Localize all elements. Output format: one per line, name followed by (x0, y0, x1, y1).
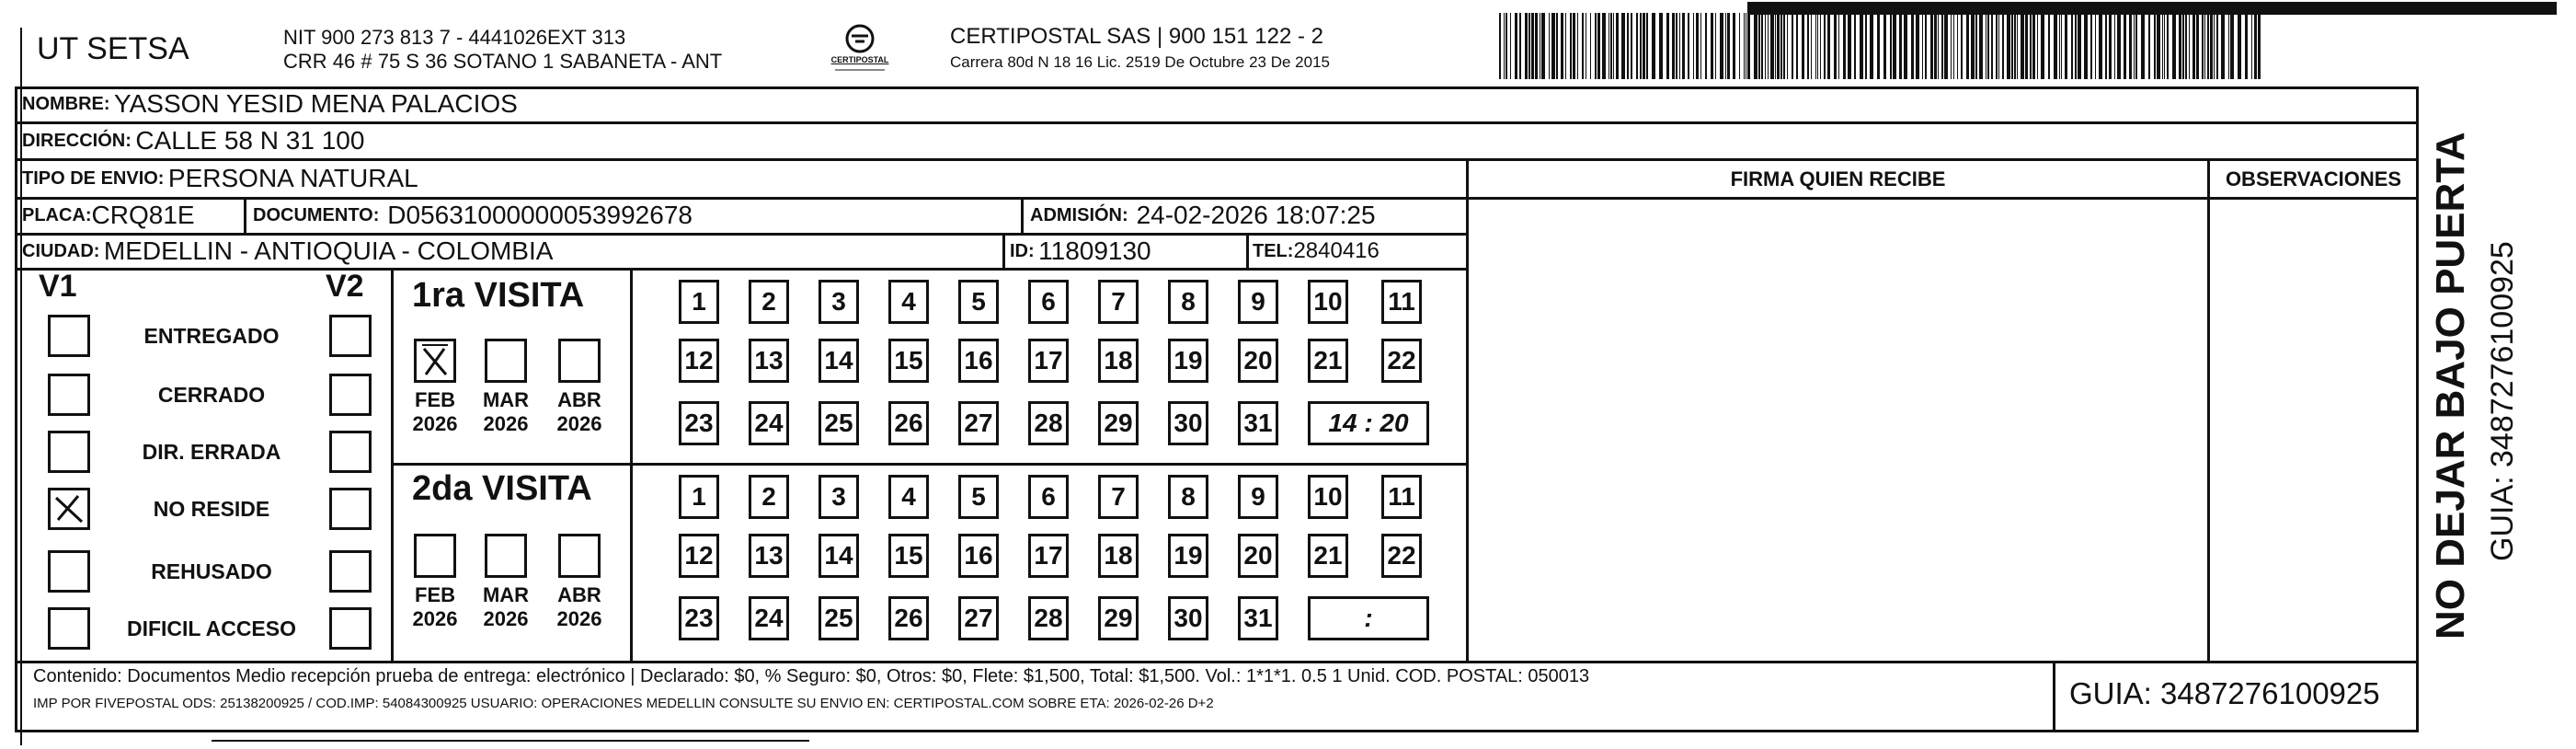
day-box[interactable]: 27 (958, 401, 999, 445)
day-box[interactable]: 19 (1168, 534, 1208, 578)
v1-checkbox[interactable] (48, 315, 90, 357)
certipostal-logo (828, 22, 892, 77)
ciudad-label: CIUDAD: (22, 240, 100, 261)
direccion-value: CALLE 58 N 31 100 (135, 126, 365, 155)
day-box[interactable]: 9 (1238, 475, 1278, 519)
nombre-label: NOMBRE: (22, 93, 110, 114)
day-box[interactable]: 25 (819, 596, 859, 640)
day-box[interactable]: 25 (819, 401, 859, 445)
side-guia-text: GUIA: 3487276100925 (2485, 241, 2520, 561)
tel-label: TEL: (1253, 240, 1294, 261)
company-name: UT SETSA (37, 31, 189, 66)
day-box[interactable]: 4 (888, 475, 929, 519)
month-year: 2026 (556, 412, 602, 435)
direccion-row (22, 123, 364, 158)
month-label: FEB (415, 583, 455, 606)
side-guia (2485, 156, 2522, 561)
day-box[interactable]: 27 (958, 596, 999, 640)
v1-checkbox[interactable] (48, 431, 90, 473)
day-box[interactable]: 1 (679, 475, 719, 519)
direccion-label: DIRECCIÓN: (22, 130, 132, 151)
status-option-label: CERRADO (157, 383, 266, 407)
day-box[interactable]: 2 (749, 280, 789, 324)
day-box[interactable]: 1 (679, 280, 719, 324)
month-year: 2026 (483, 607, 529, 630)
visita2-title: 2da VISITA (412, 469, 592, 508)
day-box[interactable]: 14 (819, 534, 859, 578)
check-mark-icon (417, 341, 453, 380)
day-box[interactable]: 22 (1381, 339, 1422, 383)
company-address: CRR 46 # 75 S 36 SOTANO 1 SABANETA - ANT (283, 50, 723, 73)
status-option-label: REHUSADO (151, 559, 272, 583)
footer-guia-divider (2053, 661, 2055, 732)
day-box[interactable]: 21 (1308, 339, 1348, 383)
day-box[interactable]: 11 (1381, 475, 1422, 519)
v2-checkbox[interactable] (329, 431, 372, 473)
day-box[interactable]: 8 (1168, 280, 1208, 324)
visita1-title: 1ra VISITA (412, 276, 585, 315)
month-label: MAR (482, 583, 530, 606)
day-box[interactable]: 6 (1028, 280, 1069, 324)
day-box[interactable]: 22 (1381, 534, 1422, 578)
v2-checkbox[interactable] (329, 550, 372, 593)
day-box[interactable]: 30 (1168, 596, 1208, 640)
tel-value: 2840416 (1293, 238, 1380, 263)
v2-checkbox[interactable] (329, 607, 372, 650)
observaciones-area[interactable] (2210, 200, 2417, 660)
ciudad-field (22, 234, 553, 269)
day-box[interactable]: 3 (819, 280, 859, 324)
day-box[interactable]: 16 (958, 339, 999, 383)
day-box[interactable]: 18 (1098, 534, 1139, 578)
side-no-dejar (2428, 124, 2492, 640)
day-box[interactable]: 8 (1168, 475, 1208, 519)
bottom-rule (212, 740, 809, 742)
status-option-label: ENTREGADO (143, 324, 280, 348)
v1-checkbox[interactable] (48, 488, 90, 530)
months-divider (630, 268, 633, 662)
logo-text: CERTIPOSTAL (830, 55, 889, 64)
v2-checkbox[interactable] (329, 374, 372, 416)
month-checkbox[interactable] (558, 339, 601, 383)
day-box[interactable]: 24 (749, 401, 789, 445)
placa-value: CRQ81E (91, 201, 195, 229)
month-label: ABR (557, 583, 601, 606)
day-box[interactable]: 18 (1098, 339, 1139, 383)
day-box[interactable]: 15 (888, 339, 929, 383)
footer-line (15, 661, 2419, 663)
month-checkbox[interactable] (414, 339, 456, 383)
footer-imp: IMP POR FIVEPOSTAL ODS: 25138200925 / COD.IMP: 54084300925 USUARIO: OPERACIONES MEDELLIN CONSULTE SU ENVIO EN: CERTIPOSTAL.COM SOBRE ETA: 2026-02-26 D+2 (33, 696, 1214, 711)
month-label: FEB (415, 388, 455, 411)
tel-divider (1246, 233, 1249, 270)
id-label: ID: (1010, 240, 1035, 261)
day-box[interactable]: 12 (679, 534, 719, 578)
day-box[interactable]: 13 (749, 339, 789, 383)
documento-value: D05631000000053992678 (387, 201, 693, 229)
firma-header: FIRMA QUIEN RECIBE (1730, 167, 1946, 190)
day-box[interactable]: 21 (1308, 534, 1348, 578)
day-box[interactable]: 23 (679, 596, 719, 640)
day-box[interactable]: 7 (1098, 280, 1139, 324)
month-label: ABR (557, 388, 601, 411)
side-warning-text: NO DEJAR BAJO PUERTA (2428, 132, 2473, 640)
day-box[interactable]: 23 (679, 401, 719, 445)
status-option-label: DIR. ERRADA (142, 440, 281, 464)
nombre-row (22, 86, 518, 121)
id-divider (1002, 233, 1005, 270)
placa-field (22, 198, 195, 233)
v2-checkbox[interactable] (329, 488, 372, 530)
admision-divider (1021, 197, 1024, 234)
tipo-row (22, 161, 418, 196)
visita-divider (391, 463, 1468, 466)
day-box[interactable]: 5 (958, 475, 999, 519)
day-box[interactable]: 17 (1028, 534, 1069, 578)
day-box[interactable]: 14 (819, 339, 859, 383)
day-box[interactable]: 11 (1381, 280, 1422, 324)
day-box[interactable]: 24 (749, 596, 789, 640)
status-option-label: DIFICIL ACCESO (126, 616, 296, 640)
day-box[interactable]: 10 (1308, 475, 1348, 519)
day-box[interactable]: 4 (888, 280, 929, 324)
tipo-label: TIPO DE ENVIO: (22, 167, 165, 189)
admision-value: 24-02-2026 18:07:25 (1136, 201, 1376, 229)
barcode (1499, 13, 2262, 79)
tipo-value: PERSONA NATURAL (167, 164, 418, 192)
day-box[interactable]: 17 (1028, 339, 1069, 383)
cert-title: CERTIPOSTAL SAS | 900 151 122 - 2 (950, 24, 1323, 49)
footer-guia: GUIA: 3487276100925 (2069, 676, 2380, 710)
day-box[interactable]: 29 (1098, 401, 1139, 445)
day-box[interactable]: 2 (749, 475, 789, 519)
day-box[interactable]: 26 (888, 596, 929, 640)
signature-area[interactable] (1469, 200, 2207, 660)
day-box[interactable]: 20 (1238, 339, 1278, 383)
day-box[interactable]: 13 (749, 534, 789, 578)
nombre-value: YASSON YESID MENA PALACIOS (114, 89, 518, 118)
footer-contenido: Contenido: Documentos Medio recepción prueba de entrega: electrónico | Declarado: $0, % Seguro: $0, Otros: $0, Flete: $1,500, Total: $1,500. Vol.: 1*1*1. 0.5 1 Unid. COD. POSTAL: 050013 (33, 666, 1590, 686)
day-box[interactable]: 6 (1028, 475, 1069, 519)
ciudad-value: MEDELLIN - ANTIOQUIA - COLOMBIA (103, 236, 554, 265)
v2-label: V2 (326, 269, 364, 304)
day-box[interactable]: 12 (679, 339, 719, 383)
month-year: 2026 (483, 412, 529, 435)
documento-field (253, 198, 693, 233)
month-year: 2026 (412, 607, 458, 630)
company-nit: NIT 900 273 813 7 - 4441026EXT 313 (283, 26, 626, 49)
time-box[interactable]: 14 : 20 (1308, 401, 1429, 445)
day-box[interactable]: 5 (958, 280, 999, 324)
v1-label: V1 (39, 269, 77, 304)
month-label: MAR (482, 388, 530, 411)
day-box[interactable]: 7 (1098, 475, 1139, 519)
day-box[interactable]: 19 (1168, 339, 1208, 383)
month-checkbox[interactable] (558, 534, 601, 578)
day-box[interactable]: 31 (1238, 596, 1278, 640)
month-checkbox[interactable] (485, 534, 527, 578)
id-value: 11809130 (1038, 236, 1151, 265)
day-box[interactable]: 30 (1168, 401, 1208, 445)
v1-checkbox[interactable] (48, 374, 90, 416)
v2-checkbox[interactable] (329, 315, 372, 357)
v1-checkbox[interactable] (48, 607, 90, 650)
day-box[interactable]: 31 (1238, 401, 1278, 445)
day-box[interactable]: 28 (1028, 401, 1069, 445)
day-box[interactable]: 16 (958, 534, 999, 578)
month-year: 2026 (412, 412, 458, 435)
placa-divider (244, 197, 246, 234)
day-box[interactable]: 29 (1098, 596, 1139, 640)
cert-subtitle: Carrera 80d N 18 16 Lic. 2519 De Octubre 23 De 2015 (950, 53, 1330, 71)
observaciones-header: OBSERVACIONES (2225, 167, 2402, 190)
placa-label: PLACA: (22, 204, 92, 225)
day-box[interactable]: 15 (888, 534, 929, 578)
day-box[interactable]: 28 (1028, 596, 1069, 640)
month-checkbox[interactable] (414, 534, 456, 578)
day-box[interactable]: 3 (819, 475, 859, 519)
day-box[interactable]: 10 (1308, 280, 1348, 324)
admision-label: ADMISIÓN: (1030, 204, 1128, 225)
day-box[interactable]: 26 (888, 401, 929, 445)
month-year: 2026 (556, 607, 602, 630)
id-field (1010, 234, 1151, 269)
tel-field (1253, 234, 1380, 269)
status-option-label: NO RESIDE (153, 497, 270, 521)
documento-label: DOCUMENTO: (253, 204, 380, 225)
day-box[interactable]: 9 (1238, 280, 1278, 324)
time-box[interactable]: : (1308, 596, 1429, 640)
v1-checkbox[interactable] (48, 550, 90, 593)
row-line (15, 121, 2419, 124)
check-mark-icon (51, 490, 87, 527)
month-checkbox[interactable] (485, 339, 527, 383)
admision-field (1030, 198, 1376, 233)
day-box[interactable]: 20 (1238, 534, 1278, 578)
